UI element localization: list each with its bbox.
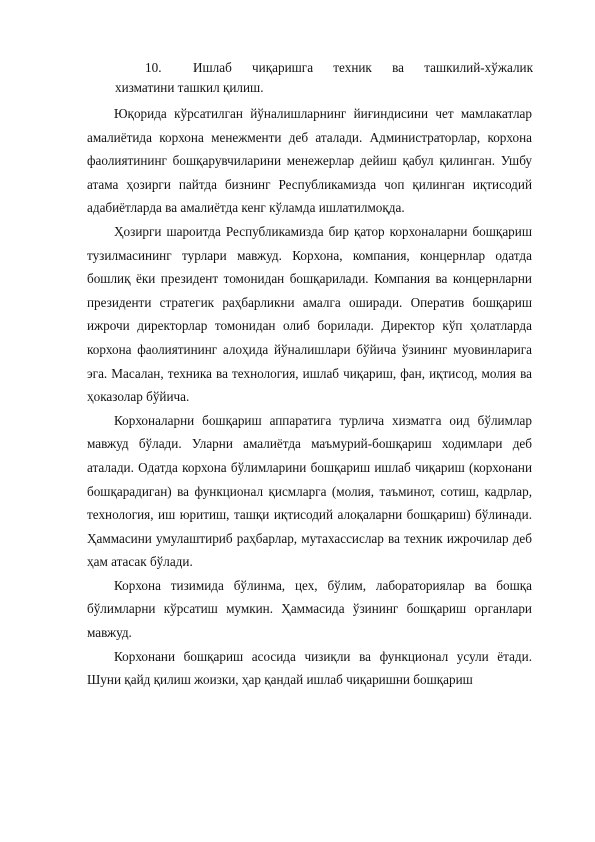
paragraph-4-text: Корхона тизимида бўлинма, цех, бўлим, лабораториялар ва бошқа бўлимларни кўрсатиш мумкин. Ҳаммасида ўзининг бошқариш органлари мавжуд.: [87, 577, 532, 641]
list-number: 10.: [145, 60, 162, 75]
paragraph-3-text: Корхоналарни бошқариш аппаратига турлича хизматга оид бўлимлар мавжуд бўлади. Уларни амалиётда маъмурий-бошқариш ходимлари деб аталади. Одатда корхона бўлимларини бошқариш ишлаб чиқариш (корхонани бошқарадиган) ва функционал қисмларга (молия, таъминот, сотиш, кадрлар, технология, иш юритиш, ташқи иқтисодий алоқаларни бошқариш) бўлинади. Ҳаммасини умулаштириб раҳбарлар, мутахассислар ва техник ижрочилар деб ҳам атасак бўлади.: [87, 412, 532, 570]
paragraph-4: [87, 574, 532, 645]
paragraph-5-text: Корхонани бошқариш асосида чизиқли ва функционал усули ётади. Шуни қайд қилиш жоизки, ҳар қандай ишлаб чиқаришни бошқариш: [87, 648, 532, 688]
numbered-heading: [88, 58, 533, 98]
paragraph-1-text: Юқорида кўрсатилган йўналишларнинг йиғиндисини чет мамлакатлар амалиётида корхона менежменти деб аталади. Администраторлар, корхона фаолиятининг бошқарувчиларини менежерлар дейиш қабул қилинган. Ушбу атама ҳозирги пайтда бизнинг Республикамизда чоп қилинган иқтисодий адабиётларда ва амалиётда кенг кўламда ишлатилмоқда.: [87, 106, 532, 216]
list-title-line1: Ишлаб чиқаришга техник ва ташкилий-хўжалик: [193, 60, 533, 75]
list-title-line2: хизматини ташкил қилиш.: [115, 80, 264, 95]
paragraph-5: [87, 645, 532, 692]
paragraph-2: [87, 220, 532, 409]
paragraph-1: [87, 102, 532, 220]
paragraph-2-text: Ҳозирги шароитда Республикамизда бир қатор корхоналарни бошқариш тузилмасининг турлари мавжуд. Корхона, компания, концернлар одатда бошлиқ ёки президент томонидан бошқарилади. Компания ва концернларни президенти стратегик раҳбарликни амалга оширади. Оператив бошқариш ижрочи директорлар томонидан олиб борилади. Директор кўп ҳолатларда корхона фаолиятининг алоҳида йўналишлари бўйича ўзининг муовинларига эга. Масалан, техника ва технология, ишлаб чиқариш, фан, иқтисод, молия ва ҳоказолар бўйича.: [87, 223, 532, 405]
document-page: [88, 58, 533, 692]
paragraph-3: [87, 409, 532, 574]
